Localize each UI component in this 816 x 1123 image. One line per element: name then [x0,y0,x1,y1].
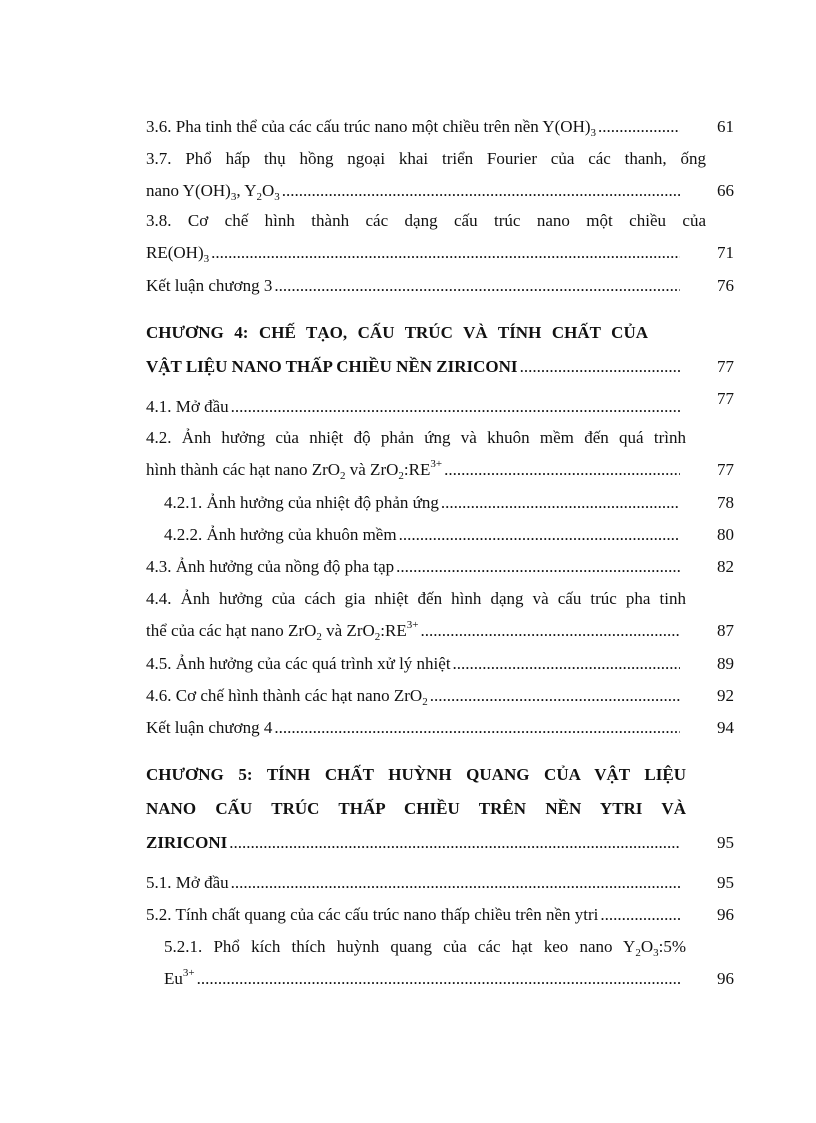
page-number: 76 [717,276,734,295]
chapter-title-line-2: VẬT LIỆU NANO THẤP CHIỀU NỀN ZIRICONI [146,357,518,376]
entry-title: 5.1. Mở đầu [146,873,229,892]
toc-entry-conclusion-4[interactable] [146,717,734,739]
entry-title-line-1: 4.2. Ảnh hưởng của nhiệt độ phản ứng và khuôn mềm đến quá trình [146,428,686,447]
page-number: 66 [717,181,734,200]
entry-title: 3.6. Pha tinh thể của các cấu trúc nano một chiều trên nền $Y(OH)_3$ [146,117,597,139]
toc-entry-3-8[interactable] [146,210,734,264]
chapter-title-line-3: ZIRICONI [146,833,228,852]
entry-title-line-1: 3.8. Cơ chế hình thành các dạng cấu trúc nano một chiều của [146,211,706,230]
entry-title: 4.3. Ảnh hưởng của nồng độ pha tạp [146,557,395,576]
entry-title-line-2: hình thành các hạt nano ZrO$_2$ và $ZrO_2:RE^{3+}$ [146,458,443,482]
toc-chapter-5[interactable] [146,764,734,856]
dot-leader [453,653,680,675]
entry-title-line-1: 4.4. Ảnh hưởng của cách gia nhiệt đến hình dạng và cấu trúc pha tinh [146,589,686,608]
page-number: 82 [717,557,734,576]
page-number: 95 [717,873,734,892]
toc-entry-conclusion-3[interactable] [146,275,734,297]
page-number: 94 [717,718,734,737]
toc-entry-4-4[interactable] [146,588,734,642]
entry-title-line-2: $Eu^{3+}$ [164,967,195,988]
dot-leader [441,492,680,514]
dot-leader [231,872,680,894]
dot-leader [598,116,680,138]
toc-entry-5-2[interactable] [146,904,734,926]
page-number: 95 [717,833,734,852]
dot-leader [231,396,680,418]
toc-chapter-4[interactable] [146,322,734,378]
toc-entry-3-6[interactable] [146,116,734,138]
chapter-title-line-2: NANO CẤU TRÚC THẤP CHIỀU TRÊN NỀN YTRI VÀ [146,799,686,818]
entry-title: Kết luận chương 4 [146,718,273,737]
page-number: 77 [717,389,734,408]
dot-leader [396,556,680,578]
entry-title: 5.2. Tính chất quang của các cấu trúc nano thấp chiều trên nền ytri [146,905,599,924]
page-number: 89 [717,654,734,673]
page-number: 77 [717,357,734,376]
entry-title: Kết luận chương 3 [146,276,273,295]
entry-title-line-1: 5.2.1. Phổ kích thích huỳnh quang của các hạt keo nano $Y_2O_3:5\%$ [164,937,686,959]
entry-title: 4.6. Cơ chế hình thành các hạt nano ZrO$_2$ [146,686,428,708]
page-number: 92 [717,686,734,705]
dot-leader [274,717,680,739]
page-number: 77 [717,460,734,479]
toc-entry-4-6[interactable] [146,685,734,707]
entry-title: 4.5. Ảnh hưởng của các quá trình xử lý nhiệt [146,654,451,673]
toc-entry-5-2-1[interactable] [164,936,734,990]
dot-leader [520,356,680,378]
page-number: 78 [717,493,734,512]
page-number: 96 [717,905,734,924]
toc-entry-4-2[interactable] [146,427,734,481]
toc-entry-4-3[interactable] [146,556,734,578]
toc-entry-4-2-2[interactable] [164,524,734,546]
dot-leader [600,904,680,926]
toc-entry-4-1[interactable] [146,389,734,418]
dot-leader [274,275,680,297]
entry-title-line-1: 3.7. Phổ hấp thụ hồng ngoại khai triển Fourier của các thanh, ống [146,149,706,168]
entry-title-line-2: nano $Y(OH)_3$, $Y_2O_3$ [146,181,280,203]
entry-title: 4.2.2. Ảnh hưởng của khuôn mềm [164,525,397,544]
dot-leader [211,242,680,264]
entry-title: 4.2.1. Ảnh hưởng của nhiệt độ phản ứng [164,493,439,512]
page-number: 71 [717,243,734,262]
page-number: 96 [717,969,734,988]
page-number: 87 [717,621,734,640]
entry-title: 4.1. Mở đầu [146,397,229,416]
page-number: 61 [717,117,734,136]
toc-entry-4-5[interactable] [146,653,734,675]
dot-leader [282,180,680,202]
dot-leader [229,832,680,854]
dot-leader [444,459,680,481]
chapter-title-line-1: CHƯƠNG 4: CHẾ TẠO, CẤU TRÚC VÀ TÍNH CHẤT CỦA [146,323,648,342]
entry-title-line-2: $RE(OH)_3$ [146,243,210,265]
page-number: 80 [717,525,734,544]
chapter-title-line-1: CHƯƠNG 5: TÍNH CHẤT HUỲNH QUANG CỦA VẬT LIỆU [146,765,686,784]
dot-leader [420,620,680,642]
entry-title-line-2: thể của các hạt nano ZrO$_2$ và $ZrO_2:RE^{3+}$ [146,619,419,643]
toc-entry-4-2-1[interactable] [164,492,734,514]
dot-leader [399,524,680,546]
dot-leader [197,968,680,990]
dot-leader [430,685,680,707]
toc-entry-3-7[interactable] [146,148,734,202]
toc-entry-5-1[interactable] [146,872,734,894]
